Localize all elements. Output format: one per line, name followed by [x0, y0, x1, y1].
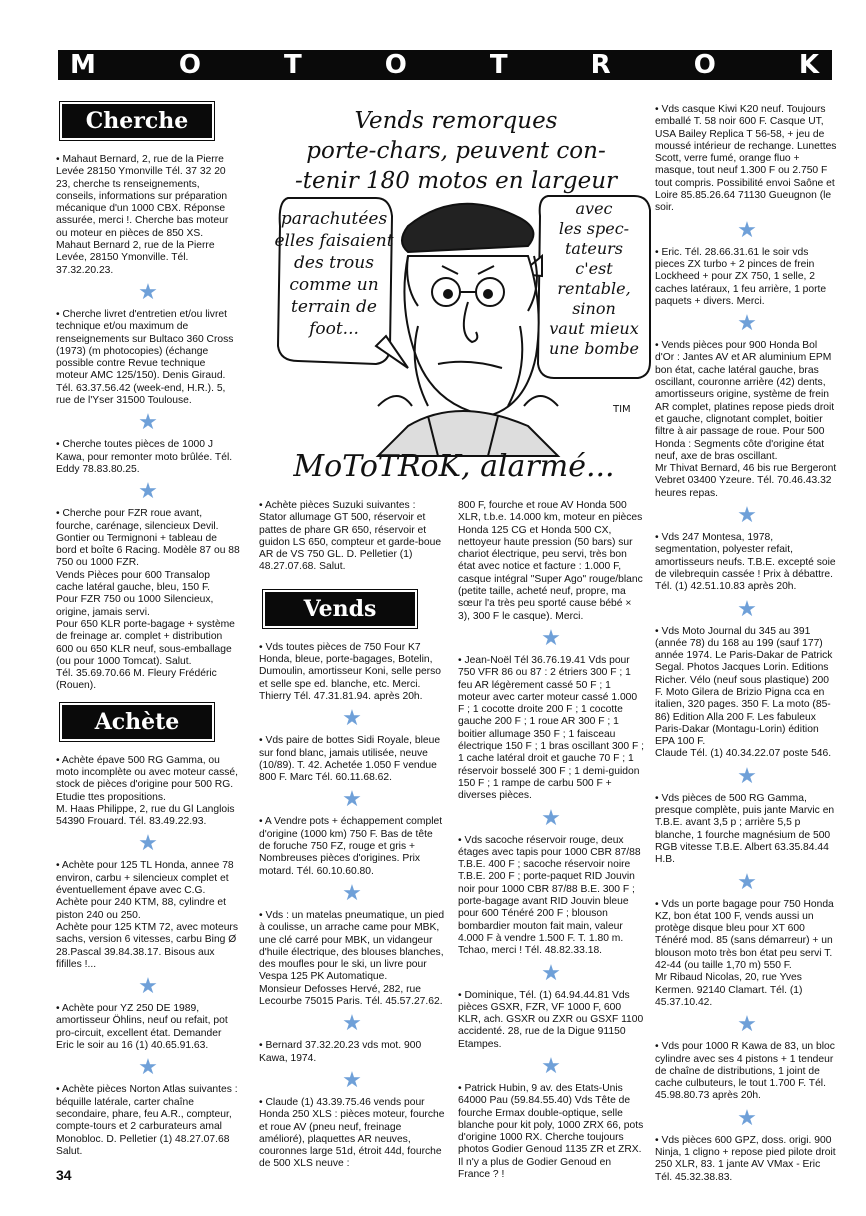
column-4 [655, 104, 839, 1184]
classified-ad: • Vds Moto Journal du 345 au 391 (année 78) du 168 au 199 (sauf 177) année 1974. Le Paris-Dakar de Patrick Segal. Photos Jacques Lorin. Editions Richer. Vélo (neuf sous plastique) 200 F. Moto Gilera de Brizio Pigna cca en italien, 320 pages. 350 F. La moto (85-86) Edition Alla 200 F. Les fabuleux Paris-Dakar (Montagu-Lorin) édition EPA 100 F. Claude Tél. (1) 40.34.22.07 poste 546. [655, 625, 833, 760]
classified-ad: • Cherche pour FZR roue avant, fourche, carénage, silencieux Devil. Gontier ou Termignoni + tableau de bord et boîte 6 Racing. Modèle 87 ou 88 750 ou 1000 FZR. Vends Pièces pour 600 Transalop cache latéral gauche, bleu, 150 F. Pour FZR 750 ou 1000 Silencieux, origine, jamais servi. Pour 650 KLR porte-bagage + système de freinage ar. complet + distribution 600 ou 650 KLR neuf, sous-emballage (ou pour 1000 Tomcat). Salut. Tél. 35.69.70.66 M. Fleury Frédéric (Rouen). [56, 508, 240, 692]
star-icon: ★ [737, 1011, 757, 1037]
star-icon: ★ [737, 1104, 757, 1130]
bubble-left-line: terrain de [290, 297, 378, 317]
column-3 [458, 500, 644, 1181]
cartoon-headline-line: Vends remorques [354, 108, 558, 134]
classified-ad: • Cherche livret d'entretien et/ou livret technique et/ou maximum de renseignements sur Bultaco 360 Cross (1973) (m photocopies) (échange possible contre Revue technique moteur AMC 125/150). Denis Giraud. Tél. 63.37.56.42 (week-end, H.R.). 5, rue de l'Yser 31500 Toulouse. [56, 308, 234, 407]
classified-ad: • Achète pour YZ 250 DE 1989, amortisseur Öhlins, neuf ou refait, pot pro-circuit, excellent état. Demander Eric le soir au 16 (1) 40.65.91.63. [56, 1003, 228, 1052]
classified-ad: • Vds pour 1000 R Kawa de 83, un bloc cylindre avec ses 4 pistons + 1 tendeur de chaîne de distributions, 1 joint de cache culbuteurs, le tout 1.700 F. Tél. 45.98.80.73 après 20h. [655, 1041, 835, 1102]
bubble-left-line: foot... [309, 319, 359, 339]
cartoon [258, 106, 654, 490]
star-icon: ★ [737, 595, 757, 621]
star-icon: ★ [737, 762, 757, 788]
page-number: 34 [56, 1167, 72, 1183]
bubble-right-line: rentable, [557, 279, 631, 298]
banner-letter: M [70, 50, 97, 80]
classified-ad: • Vds paire de bottes Sidi Royale, bleue sur fond blanc, jamais utilisée, neuve (10/89). T. 42. Achetée 1.050 F vendue 800 F. Marc Tél. 60.11.68.62. [259, 735, 441, 784]
classified-ad: • Achète épave 500 RG Gamma, ou moto incomplète ou avec moteur cassé, stock de pièces d'origine pour 500 RG. Etudie ttes propositions. M. Haas Philippe, 2, rue du Gl Langlois 54390 Frouard. Tél. 83.49.22.93. [56, 754, 239, 828]
motortrok-banner [58, 50, 832, 80]
bubble-right-line: avec [575, 199, 613, 218]
classified-ad: • Dominique, Tél. (1) 64.94.44.81 Vds pièces GSXR, FZR, VF 1000 F, 600 KLR, ach. GSXR ou ZXR ou GSXF 1100 accidenté. 28, rue de la Digue 91150 Etampes. [458, 989, 644, 1050]
star-icon: ★ [342, 879, 362, 905]
bubble-left-line: des trous [294, 253, 374, 273]
classified-ad: • Eric. Tél. 28.66.31.61 le soir vds pieces ZX turbo + 2 pinces de frein Lockheed + pour ZX 750, 1 selle, 2 caches latéraux, 1 feu arrière, 1 porte paquets + divers. Merci. [655, 246, 827, 307]
classified-ad: • Achète pièces Suzuki suivantes : Stator allumage GT 500, réservoir et pattes de phare GR 650, réservoir et guidon LS 650, compteur et garde-boue AR de VS 750 GL. D. Pelletier (1) 48.27.07.68. Salut. [259, 500, 442, 573]
banner-letter: R [590, 50, 612, 80]
star-icon: ★ [342, 1010, 362, 1036]
classified-ad: • Vds : un matelas pneumatique, un pied à coulisse, un arrache came pour MBK, une clé carré pour MBK, un vidangeur d'huile électrique, des blouses blanches, des moufles pour le ski, un livre pour Vespa 125 PK Automatique. Monsieur Defosses Hervé, 282, rue Lecourbe 75015 Paris. Tél. 45.57.27.62. [259, 909, 445, 1008]
classified-ad: • Vds pièces 600 GPZ, doss. origi. 900 Ninja, 1 cligno + repose pied pilote droit 250 XLR, 83. 1 jante AV VMax - Eric Tél. 45.32.38.83. [655, 1134, 836, 1183]
bubble-right-line: sinon [572, 299, 616, 318]
star-icon: ★ [138, 409, 158, 435]
bubble-left-line: comme un [289, 275, 379, 295]
bubble-right-line: vaut mieux [549, 319, 639, 338]
star-icon: ★ [138, 830, 158, 856]
cartoon-drawing [258, 106, 654, 490]
star-icon: ★ [737, 868, 757, 894]
star-icon: ★ [342, 1066, 362, 1092]
classified-ad: • Vds casque Kiwi K20 neuf. Toujours emballé T. 58 noir 600 F. Casque UT, USA Bailey Replica T 56-58, + jeu de moussé intérieur de rechange. Lunettes Scott, verre fumé, orange fluo + masque, tout neuf 1.300 F ou 2.750 F tout compris. Possibilité envoi Saône et Loire 85.85.26.64 71130 Gueugnon (le soir. [655, 104, 837, 214]
section-vends-heading: Vends [265, 592, 415, 626]
bubble-right-line: tateurs [564, 239, 624, 258]
classified-ad: • Jean-Noël Tél 36.76.19.41 Vds pour 750 VFR 86 ou 87 : 2 étriers 300 F ; 1 feu AR légèrement cassé 50 F ; 1 moteur avec carter moteur cassé 1.000 F ; 1 cocotte droite 200 F ; 1 cocotte gauche 200 F ; 1 roue AR 300 F ; 1 boitier allumage 350 F ; 1 faisceau électrique 150 F ; 1 bras oscillant 300 F ; 1 cache latéral droit et gauche 70 F ; 1 réservoir bosselé 300 F ; 1 demi-guidon 150 F ; 1 rampe de carbu 500 F + diverses pièces. [458, 654, 645, 802]
cartoon-character [378, 204, 558, 456]
classified-ad: • Mahaut Bernard, 2, rue de la Pierre Levée 28150 Ymonville Tél. 37 32 20 23, cherche ts renseignements, conseils, informations sur préparation mécanique d'un 1000 CBX. Réponse assurée, merci !. Cherche bas moteur ou moteur en pièces de 850 XS. Mahaut Bernard 2, rue de la Pierre Levée, 28150 Ymonville. Tél. 37.32.20.23. [56, 154, 229, 276]
banner-letter: O [693, 50, 717, 80]
star-icon: ★ [541, 959, 561, 985]
classified-ad: • Cherche toutes pièces de 1000 J Kawa, pour remonter moto brûlée. Tél. Eddy 78.83.80.25. [56, 439, 233, 475]
banner-letter: O [178, 50, 202, 80]
column-1 [56, 104, 240, 1158]
classified-ad: • Bernard 37.32.20.23 vds mot. 900 Kawa, 1974. [259, 1040, 422, 1064]
bubble-right-line: c'est [575, 259, 613, 278]
star-icon: ★ [138, 478, 158, 504]
cartoon-headline-line: porte-chars, peuvent con- [306, 138, 606, 164]
banner-letter: T [489, 50, 509, 80]
classified-ad: • Patrick Hubin, 9 av. des Etats-Unis 64000 Pau (59.84.55.40) Vds Tête de fourche Ermax double-optique, selle blanche pour kit poly, 1000 ZRX 66, pots d'origine 1000 RX. Cherche toujours photos Godier Genoud 1135 ZR et ZRX. Il n'y a plus de Godier Genoud en France ? ! [458, 1082, 644, 1181]
star-icon: ★ [138, 278, 158, 304]
classified-ad: • Vds un porte bagage pour 750 Honda KZ, bon état 100 F, vends aussi un protège disque bleu pour XT 600 Ténéré mod. 85 (sans démarreur) + un blouson moto très bon état peu servi T. 42-44 (ou taille 1,70 m) 550 F. Mr Ribaud Nicolas, 20, rue Yves Kermen. 92140 Clamart. Tél. (1) 45.37.10.42. [655, 898, 834, 1008]
classified-ad: • Vds 247 Montesa, 1978, segmentation, polyester refait, amortisseurs neufs. T.B.E. excepté soie de vilebrequin cassée ! Prix à débattre. Tél. (1) 42.51.10.83 après 20h. [655, 532, 836, 593]
column-2 [259, 500, 445, 1171]
star-icon: ★ [138, 973, 158, 999]
classified-ad: • Vends pièces pour 900 Honda Bol d'Or : Jantes AV et AR aluminium EPM bon état, cache latéral gauche, bras oscillant, couronne arrière (42) dents, amortisseurs origine, système de frein AR complet, platines repose pieds droit et gauche, clignotant complet, boitier filtre à air passage de roue. Pour 500 Honda : Segments côte d'origine état neuf, axe de bras oscillant. Mr Thivat Bernard, 46 bis rue Bergeront Vebret 03400 Yzeure. Tél. 70.46.43.32 heures repas. [655, 340, 837, 499]
classified-ad: • Vds toutes pièces de 750 Four K7 Honda, bleue, porte-bagages, Botelin, Dumoulin, amortisseur Koni, selle perso et selle spe ed. blanche, etc. Merci. Thierry Tél. 47.31.81.94. après 20h. [259, 641, 441, 702]
star-icon: ★ [737, 502, 757, 528]
star-icon: ★ [541, 624, 561, 650]
star-icon: ★ [342, 786, 362, 812]
classified-ad: • Achète pièces Norton Atlas suivantes : béquille latérale, carter chaîne secondaire, phare, feu A.R., compteur, compte-tours et 2 carburateurs amal Monobloc. D. Pelletier (1) 48.27.07.68 Salut. [56, 1084, 238, 1157]
banner-letter: K [798, 50, 820, 80]
star-icon: ★ [541, 1052, 561, 1078]
star-icon: ★ [342, 705, 362, 731]
section-cherche-heading: Cherche [62, 104, 212, 138]
classified-ad: 800 F, fourche et roue AV Honda 500 XLR, t.b.e. 14.000 km, moteur en pièces Honda 125 CG et Honda 500 CX, nettoyeur haute pression (50 bars) sur chariot électrique, peu servi, très bon état avec notice et facture : 1.000 F, casque intégral "Super Ago" rouge/blanc (petite taille, acheté neuf, propre, ma sœur l'a très peu sporté cause bébé × 3), 300 F le casque). Merci. [458, 500, 643, 622]
cartoon-caption: MoToTRoK, alarmé... [293, 449, 615, 484]
cartoon-headline-line: -tenir 180 motos en largeur [294, 168, 618, 194]
bubble-right-line: les spec- [558, 219, 630, 238]
banner-letter: O [384, 50, 408, 80]
star-icon: ★ [737, 310, 757, 336]
section-achete-heading: Achète [62, 705, 212, 739]
classified-ad: • A Vendre pots + échappement complet d'origine (1000 km) 750 F. Bas de tête de foruche 750 FZ, rouge et gris + Nombreuses pièces d'origines. Prix motard. Tél. 60.10.60.80. [259, 816, 443, 877]
star-icon: ★ [737, 216, 757, 242]
bubble-left-line: parachutées [280, 209, 388, 229]
banner-letter: T [284, 50, 303, 80]
star-icon: ★ [138, 1054, 158, 1080]
bubble-left-line: elles faisaient [274, 231, 394, 251]
classified-ad: • Vds sacoche réservoir rouge, deux étages avec tapis pour 1000 CBR 87/88 T.B.E. 400 F ; sacoche réservoir noire T.B.E. 200 F ; porte-paquet RID Jouvin noir pour 1000 CBR 87/88 B.E. 300 F ; porte-bagage avant RID Jouvin bleue pour 600 Ténéré 200 F ; blouson bombardier mouton fait main, valeur 4.000 F à vendre 1.500 F. T. 1.80 m. Tchao, merci ! Tél. 48.82.33.18. [458, 834, 641, 957]
bubble-right-line: une bombe [549, 339, 639, 358]
star-icon: ★ [541, 804, 561, 830]
classified-ad: • Claude (1) 43.39.75.46 vends pour Honda 250 XLS : pièces moteur, fourche et roue AV (pneu neuf, freinage amélioré), plaquettes AR neuves, couronnes large 51d, étroit 44d, fourche de 500 XLS neuve : [259, 1096, 445, 1170]
classified-ad: • Vds pièces de 500 RG Gamma, presque complète, puis jante Marvic en T.B.E. avant 3,5 p ; arrière 5,5 p blanche, 1 fourche magnésium de 500 RGB vitesse T.B.E. Albert 63.35.84.44 H.B. [655, 792, 835, 866]
classified-ad: • Achète pour 125 TL Honda, annee 78 environ, carbu + silencieux complet et éventuellement épave avec C.G. Achète pour 240 KTM, 88, cylindre et piston 240 ou 250. Achète pour 125 KTM 72, avec moteurs sachs, version 6 vitesses, carbu Bing Ø 28.Pascal 39.84.38.17. Bisous aux fifilles !... [56, 860, 239, 970]
cartoon-signature: TIM [613, 404, 631, 415]
